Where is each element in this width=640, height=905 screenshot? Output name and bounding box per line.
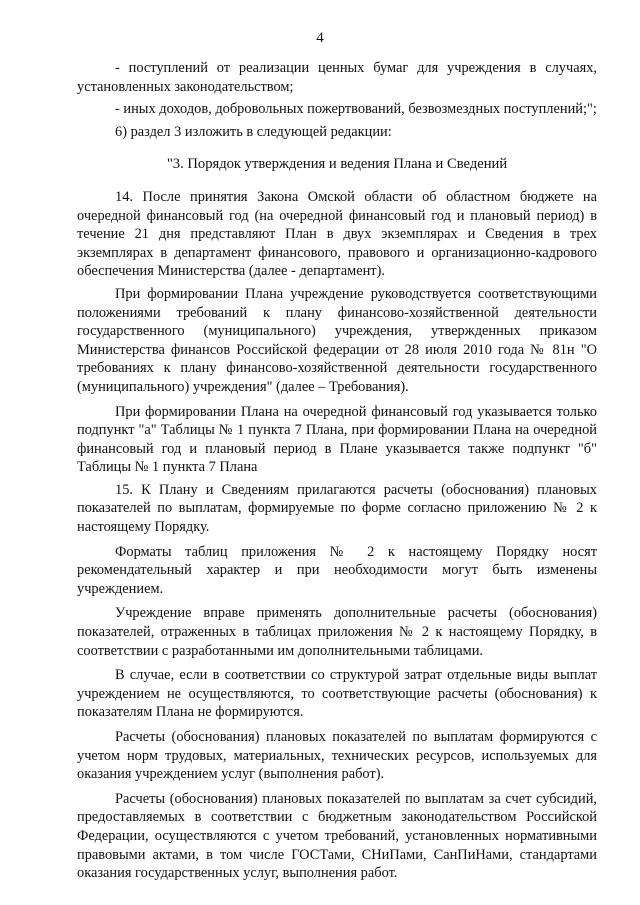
paragraph-extra-calculations: Учреждение вправе применять дополнительные расчеты (обоснования) показателей, отраженных в таблицах приложения № 2 к настоящему Порядку, в соответствии с разработанными им дополнительными таблицами. — [77, 605, 597, 659]
paragraph-table-formats: Форматы таблиц приложения № 2 к настоящему Порядку носят рекомендательный характер и при необходимости могут быть изменены учреждением. — [77, 543, 597, 597]
paragraph-section3-intro: 6) раздел 3 изложить в следующей редакции: — [115, 123, 392, 140]
paragraph-other-income: - иных доходов, добровольных пожертвований, безвозмездных поступлений;"; — [115, 101, 597, 118]
paragraph-cost-structure: В случае, если в соответствии со структурой затрат отдельные виды выплат учреждением не осуществляются, то соответствующие расчеты (обоснования) к показателям Плана не формируются. — [77, 667, 597, 721]
document-body — [77, 59, 597, 883]
paragraph-securities: - поступлений от реализации ценных бумаг для учреждения в случаях, установленных законодательством; — [77, 60, 597, 95]
paragraph-norms: Расчеты (обоснования) плановых показателей по выплатам формируются с учетом норм трудовых, материальных, технических ресурсов, используемых для оказания учреждением услуг (выполнения работ). — [77, 729, 597, 783]
section-heading: "3. Порядок утверждения и ведения Плана и Сведений — [166, 156, 508, 173]
paragraph-subsidies: Расчеты (обоснования) плановых показателей по выплатам за счет субсидий, предоставляемых в соответствии с бюджетным законодательством Российской Федерации, осуществляются с учетом требований, установленных нормативными правовыми актами, в том числе ГОСТами, СНиПами, СанПиНами, стандартами оказания государственных услуг, выполнения работ. — [77, 790, 597, 882]
paragraph-15: 15. К Плану и Сведениям прилагаются расчеты (обоснования) плановых показателей по выплатам, формируемые по форме согласно приложению № 2 к настоящему Порядку. — [77, 481, 597, 536]
paragraph-plan-year: При формировании Плана на очередной финансовый год указывается только подпункт "а" Таблицы № 1 пункта 7 Плана, при формировании Плана на очередной финансовый год и плановый период в Плане указывается также подпункт "б" Таблицы № 1 пункта 7 Плана — [77, 403, 597, 476]
page-number: 4 — [316, 30, 324, 46]
paragraph-plan-formation: При формировании Плана учреждение руководствуется соответствующими положениями требований к плану финансово-хозяйственной деятельности государственного (муниципального) учреждения, утвержденных приказом Министерства финансов Российской федерации от 28 июля 2010 года № 81н "О требованиях к плану финансово-хозяйственной деятельности государственного (муниципального) учреждения" (далее – Требования). — [77, 285, 597, 395]
paragraph-14: 14. После принятия Закона Омской области об областном бюджете на очередной финансовый год (на очередной финансовый год и плановый период) в течение 21 дня представляют План в двух экземплярах и Сведения в трех экземплярах в департамент финансового, правового и организационно-кадрового обеспечения Министерства (далее - департамент). — [77, 188, 597, 280]
